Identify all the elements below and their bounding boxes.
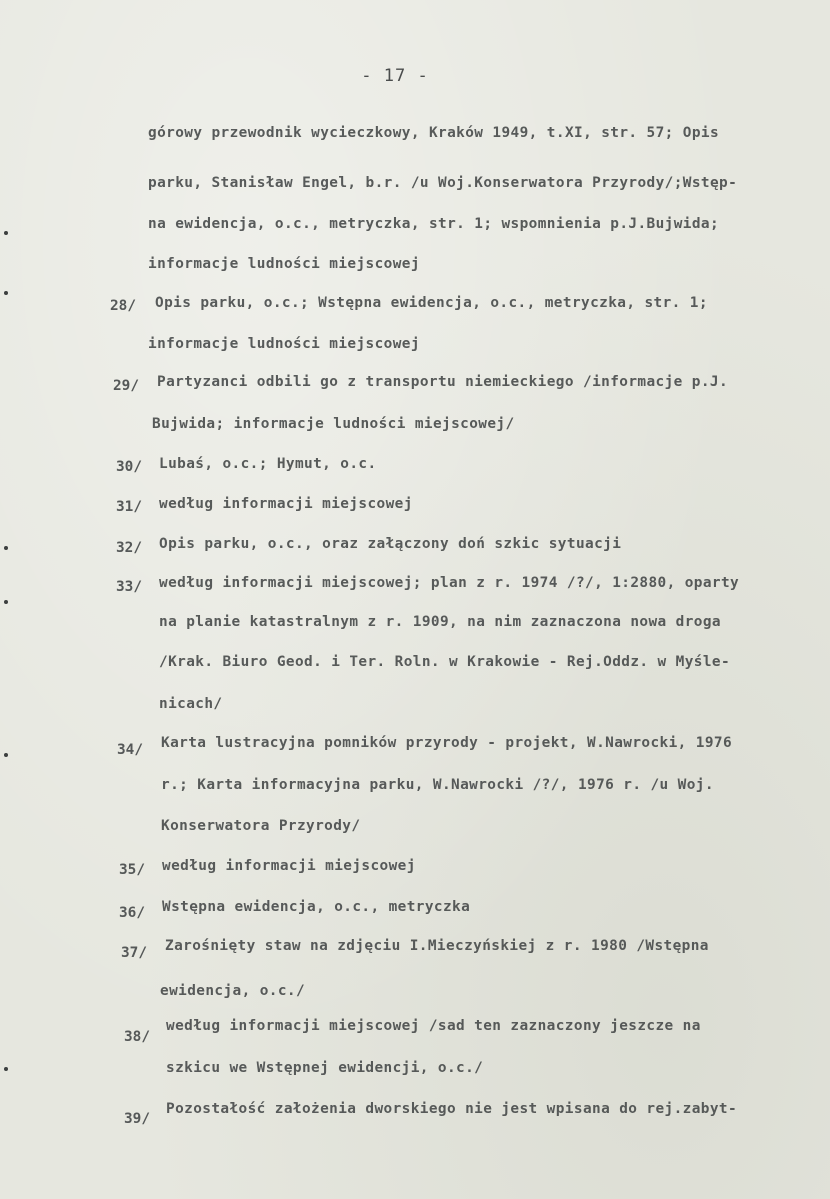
text-line: według informacji miejscowej <box>162 858 416 874</box>
text-line: Pozostałość założenia dworskiego nie jest wpisana do rej.zabyt- <box>166 1101 738 1117</box>
text-line: Bujwida; informacje ludności miejscowej/ <box>152 416 515 432</box>
text-line: Karta lustracyjna pomników przyrody - projekt, W.Nawrocki, 1976 <box>161 735 733 751</box>
text-line: szkicu we Wstępnej ewidencji, o.c./ <box>166 1060 484 1076</box>
page-number: - 17 - <box>361 66 429 86</box>
note-number: 28/ <box>110 298 136 314</box>
margin-dot <box>4 600 8 604</box>
text-line: na planie katastralnym z r. 1909, na nim zaznaczona nowa droga <box>159 614 721 630</box>
text-line: informacje ludności miejscowej <box>148 256 420 272</box>
note-number: 34/ <box>117 742 143 758</box>
margin-dot <box>4 753 8 757</box>
margin-dot <box>4 231 8 235</box>
note-number: 39/ <box>124 1111 150 1127</box>
text-line: Opis parku, o.c.; Wstępna ewidencja, o.c., metryczka, str. 1; <box>155 295 708 311</box>
note-number: 30/ <box>116 459 142 475</box>
text-line: ewidencja, o.c./ <box>160 983 306 999</box>
text-line: Lubaś, o.c.; Hymut, o.c. <box>159 456 377 472</box>
text-line: Zarośnięty staw na zdjęciu I.Mieczyńskiej z r. 1980 /Wstępna <box>165 938 709 954</box>
note-number: 38/ <box>124 1029 150 1045</box>
note-number: 36/ <box>119 905 145 921</box>
text-line: Wstępna ewidencja, o.c., metryczka <box>162 899 471 915</box>
text-line: górowy przewodnik wycieczkowy, Kraków 1949, t.XI, str. 57; Opis <box>148 125 720 141</box>
text-line: Opis parku, o.c., oraz załączony doń szkic sytuacji <box>159 536 622 552</box>
note-number: 33/ <box>116 579 142 595</box>
text-line: według informacji miejscowej <box>159 496 413 512</box>
note-number: 32/ <box>116 540 142 556</box>
margin-dot <box>4 291 8 295</box>
note-number: 31/ <box>116 499 142 515</box>
text-line: parku, Stanisław Engel, b.r. /u Woj.Konserwatora Przyrody/;Wstęp- <box>148 175 738 191</box>
text-line: według informacji miejscowej /sad ten zaznaczony jeszcze na <box>166 1018 701 1034</box>
note-number: 29/ <box>113 378 139 394</box>
text-line: Konserwatora Przyrody/ <box>161 818 361 834</box>
note-number: 37/ <box>121 945 147 961</box>
text-line: /Krak. Biuro Geod. i Ter. Roln. w Krakowie - Rej.Oddz. w Myśle- <box>159 654 731 670</box>
margin-dot <box>4 1067 8 1071</box>
text-line: Partyzanci odbili go z transportu niemieckiego /informacje p.J. <box>157 374 729 390</box>
note-number: 35/ <box>119 862 145 878</box>
text-line: r.; Karta informacyjna parku, W.Nawrocki /?/, 1976 r. /u Woj. <box>161 777 714 793</box>
text-line: nicach/ <box>159 696 223 712</box>
text-line: według informacji miejscowej; plan z r. 1974 /?/, 1:2880, oparty <box>159 575 740 591</box>
margin-dot <box>4 546 8 550</box>
text-line: na ewidencja, o.c., metryczka, str. 1; wspomnienia p.J.Bujwida; <box>148 216 720 232</box>
text-line: informacje ludności miejscowej <box>148 336 420 352</box>
